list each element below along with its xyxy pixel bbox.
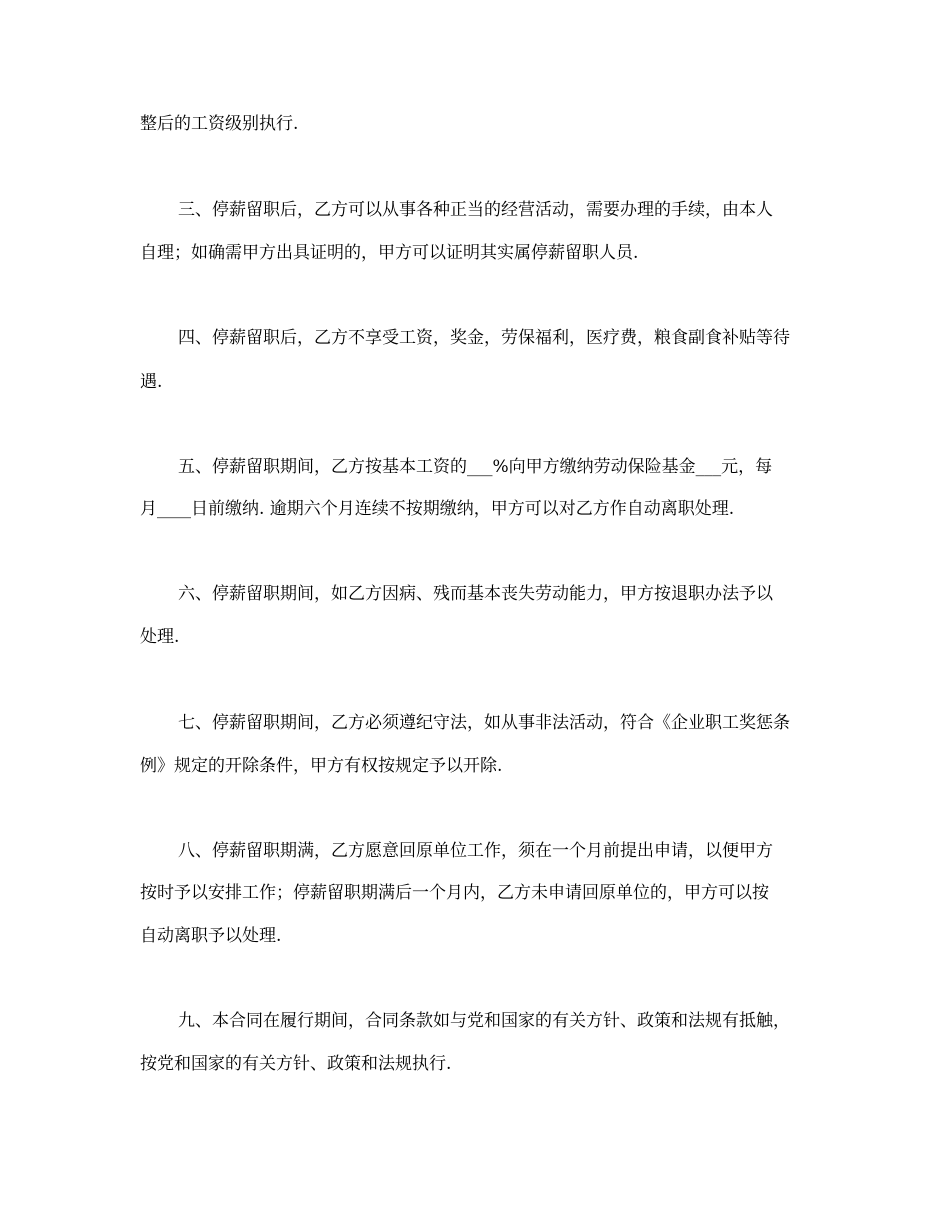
clause-3-line-1: 三、停薪留职后，乙方可以从事各种正当的经营活动，需要办理的手续，由本人: [178, 200, 773, 220]
clause-8-line-1: 八、停薪留职期满，乙方愿意回原单位工作，须在一个月前提出申请，以便甲方: [178, 841, 773, 861]
clause-9-line-2: 按党和国家的有关方针、政策和法规执行.: [140, 1054, 452, 1074]
clause-8-line-3: 自动离职予以处理.: [140, 926, 282, 946]
clause-4-line-1: 四、停薪留职后，乙方不享受工资，奖金，劳保福利，医疗费，粮食副食补贴等待: [178, 328, 790, 348]
clause-7-line-1: 七、停薪留职期间，乙方必须遵纪守法，如从事非法活动，符合《企业职工奖惩条: [178, 713, 790, 733]
clause-6-line-1: 六、停薪留职期间，如乙方因病、残而基本丧失劳动能力，甲方按退职办法予以: [178, 584, 773, 604]
clause-5-line-2: 月____日前缴纳. 逾期六个月连续不按期缴纳，甲方可以对乙方作自动离职处理.: [140, 499, 735, 519]
clause-3-line-2: 自理；如确需甲方出具证明的，甲方可以证明其实属停薪留职人员.: [140, 243, 639, 263]
clause-4-line-2: 遇.: [140, 372, 163, 392]
clause-9-line-1: 九、本合同在履行期间，合同条款如与党和国家的有关方针、政策和法规有抵触，: [178, 1011, 790, 1031]
clause-7-line-2: 例》规定的开除条件，甲方有权按规定予以开除.: [140, 756, 503, 776]
clause-5-line-1: 五、停薪留职期间，乙方按基本工资的___%向甲方缴纳劳动保险基金___元，每: [178, 457, 773, 477]
clause-8-line-2: 按时予以安排工作；停薪留职期满后一个月内，乙方未申请回原单位的，甲方可以按: [140, 883, 769, 903]
clause-6-line-2: 处理.: [140, 627, 180, 647]
text-line: 整后的工资级别执行.: [140, 114, 299, 134]
